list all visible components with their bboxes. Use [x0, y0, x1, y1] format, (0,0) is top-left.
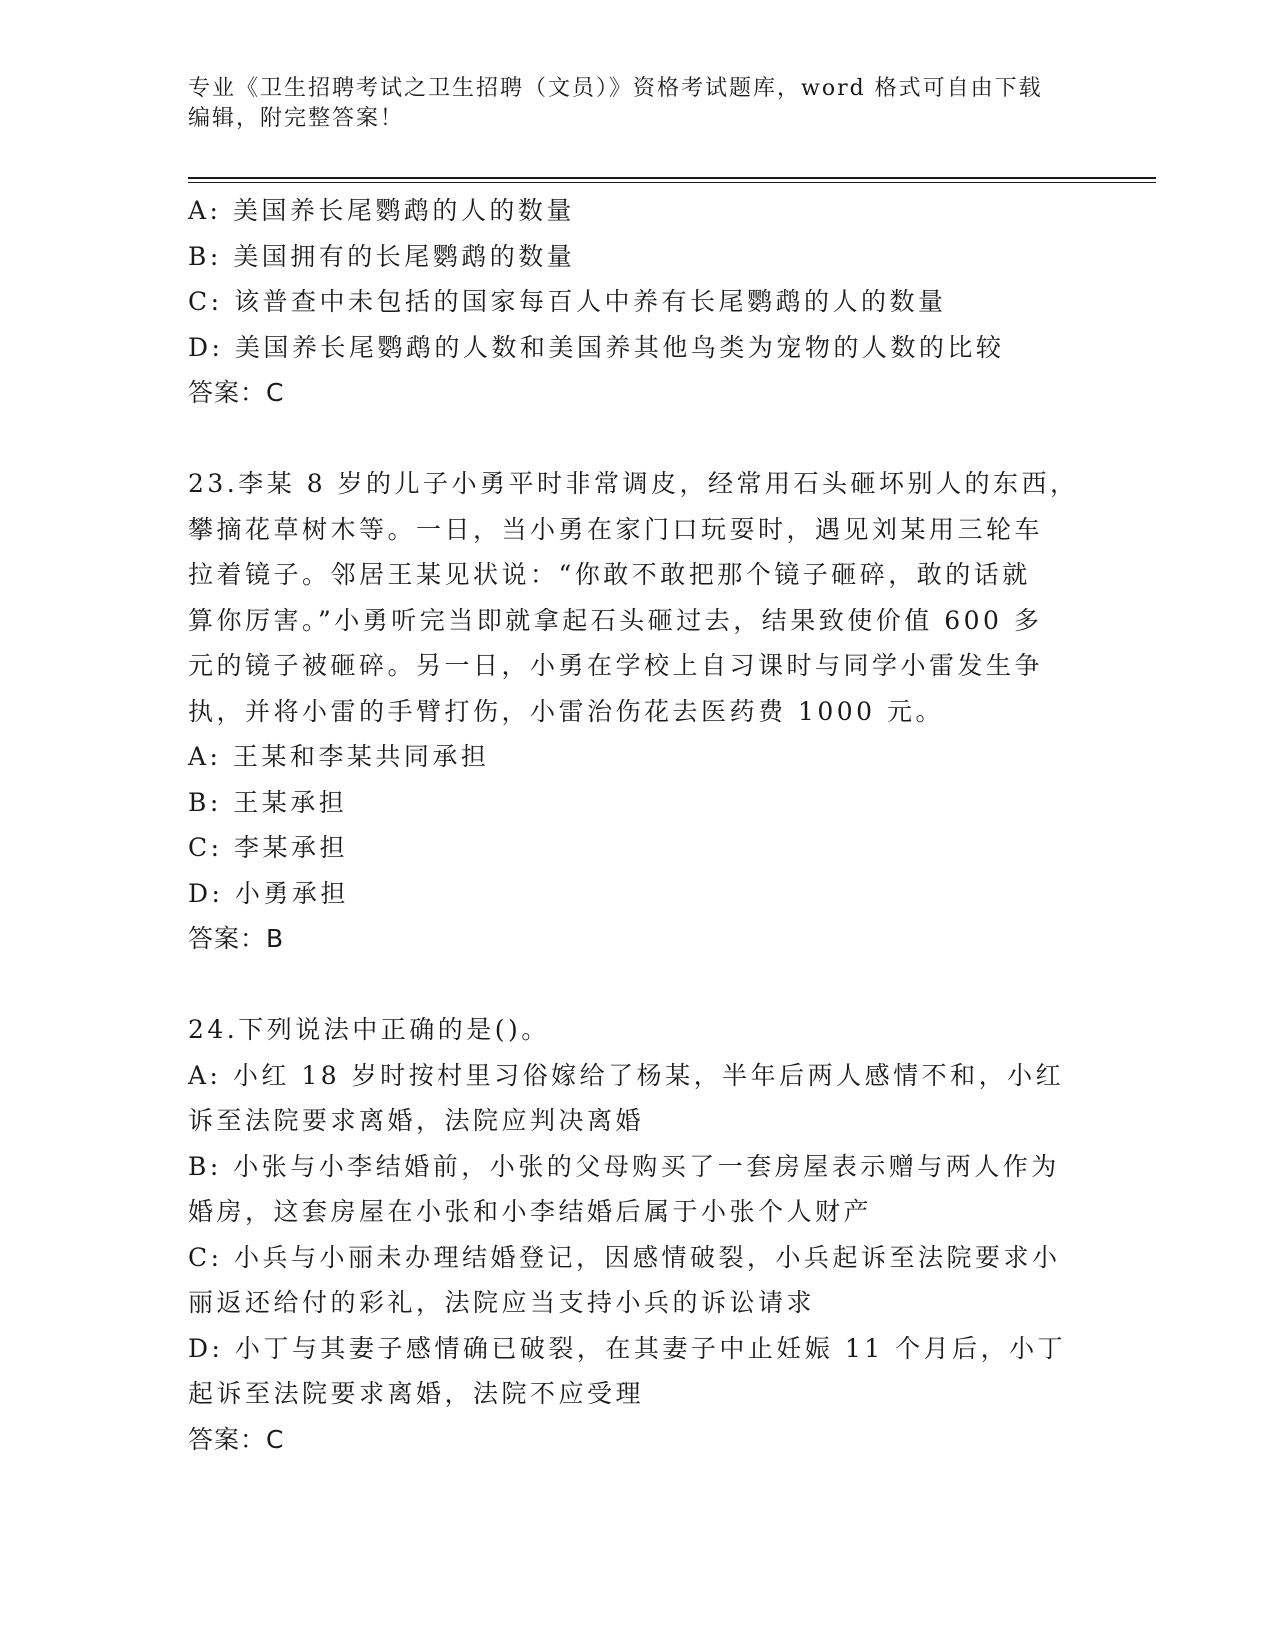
question-stem-line: 元的镜子被砸碎。另一日，小勇在学校上自习课时与同学小雷发生争 [188, 651, 1044, 680]
question-stem-line: 攀摘花草树木等。一日，当小勇在家门口玩耍时，遇见刘某用三轮车 [188, 514, 1044, 544]
question-22 [188, 188, 1088, 416]
option-b-continued: 婚房，这套房屋在小张和小李结婚后属于小张个人财产 [188, 1197, 873, 1226]
option-a: A: 王某和李某共同承担 [188, 742, 490, 771]
question-stem-line: 24.下列说法中正确的是()。 [188, 1015, 550, 1044]
option-a: A: 小红 18 岁时按村里习俗嫁给了杨某，半年后两人感情不和，小红 [188, 1060, 1065, 1090]
option-d-continued: 起诉至法院要求离婚，法院不应受理 [188, 1379, 645, 1408]
answer-line: 答案：B [188, 924, 285, 953]
document-header [188, 74, 1088, 134]
question-stem-line: 拉着镜子。邻居王某见状说：“你敢不敢把那个镜子砸碎，敢的话就 [188, 560, 1031, 589]
header-line-1: 专业《卫生招聘考试之卫生招聘（文员）》资格考试题库，word 格式可自由下载 [188, 76, 1043, 101]
header-divider-thin [188, 182, 1156, 183]
question-stem-line: 执，并将小雷的手臂打伤，小雷治伤花去医药费 1000 元。 [188, 696, 945, 726]
option-d: D: 小丁与其妻子感情确已破裂，在其妻子中止妊娠 11 个月后，小丁 [188, 1333, 1067, 1363]
header-line-2: 编辑，附完整答案！ [188, 106, 405, 131]
option-c: C: 李某承担 [188, 833, 348, 862]
question-stem-line: 算你厉害。”小勇听完当即就拿起石头砸过去，结果致使价值 600 多 [188, 605, 1043, 635]
answer-line: 答案：C [188, 378, 285, 407]
document-body [188, 188, 1088, 1462]
option-b: B: 美国拥有的长尾鹦鹉的数量 [188, 241, 576, 271]
option-d: D: 小勇承担 [188, 878, 349, 908]
option-c: C: 小兵与小丽未办理结婚登记，因感情破裂，小兵起诉至法院要求小 [188, 1242, 1061, 1272]
question-23 [188, 461, 1088, 962]
question-stem-line: 23.李某 8 岁的儿子小勇平时非常调皮，经常用石头砸坏别人的东西， [188, 469, 1079, 498]
question-24 [188, 1007, 1088, 1462]
option-c: C: 该普查中未包括的国家每百人中养有长尾鹦鹉的人的数量 [188, 287, 947, 316]
header-divider-thick [188, 177, 1156, 179]
option-a-continued: 诉至法院要求离婚，法院应判决离婚 [188, 1106, 645, 1135]
option-d: D: 美国养长尾鹦鹉的人数和美国养其他鸟类为宠物的人数的比较 [188, 332, 1005, 362]
option-a: A: 美国养长尾鹦鹉的人的数量 [188, 196, 575, 225]
option-c-continued: 丽返还给付的彩礼，法院应当支持小兵的诉讼请求 [188, 1288, 816, 1317]
option-b: B: 小张与小李结婚前，小张的父母购买了一套房屋表示赠与两人作为 [188, 1151, 1060, 1181]
answer-line: 答案：C [188, 1424, 285, 1454]
spacer [188, 416, 1088, 462]
option-b: B: 王某承担 [188, 787, 348, 817]
spacer [188, 962, 1088, 1008]
